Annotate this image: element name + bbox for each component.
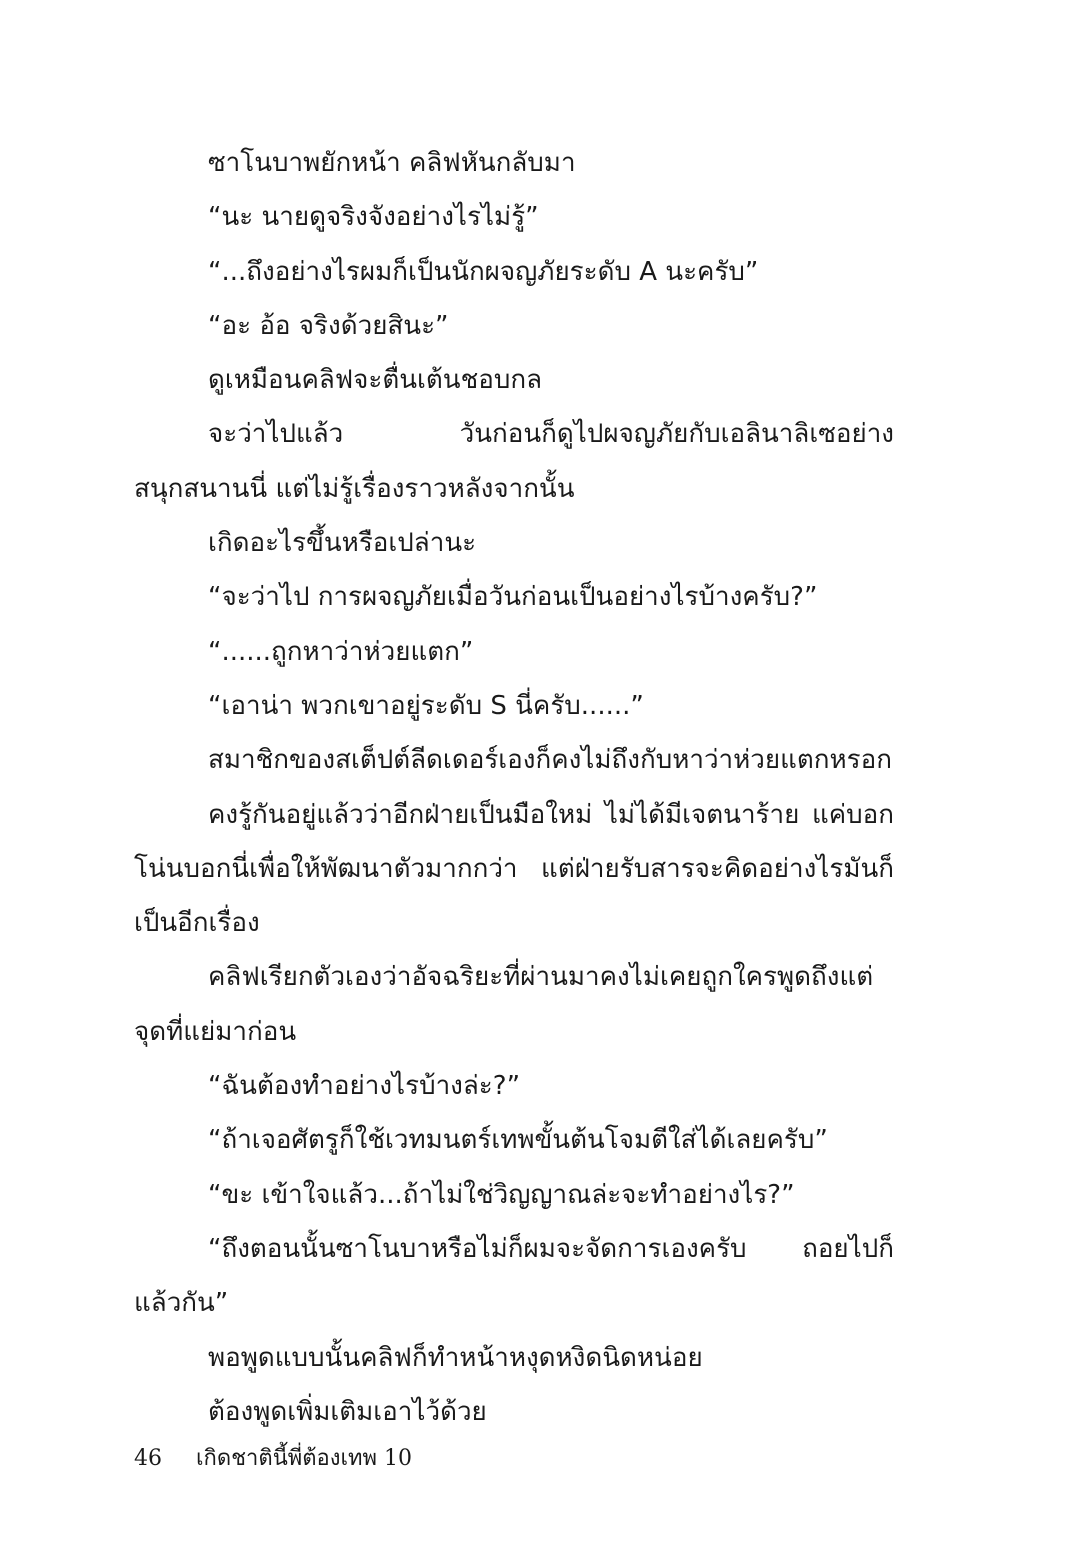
book-title: เกิดชาตินี้พี่ต้องเทพ 10 [196, 1446, 412, 1471]
paragraph: “จะว่าไป การผจญภัยเมื่อวันก่อนเป็นอย่างไรบ้างครับ?” [208, 582, 818, 613]
paragraph: “......ถูกหาว่าห่วยแตก” [208, 636, 474, 667]
paragraph: “นะ นายดูจริงจังอย่างไรไม่รู้” [208, 202, 539, 233]
paragraph: “...ถึงอย่างไรผมก็เป็นนักผจญภัยระดับ A นะครับ” [208, 256, 759, 287]
paragraph: ต้องพูดเพิ่มเติมเอาไว้ด้วย [208, 1396, 487, 1427]
paragraph: ดูเหมือนคลิฟจะตื่นเต้นชอบกล [208, 365, 543, 396]
paragraph: เกิดอะไรขึ้นหรือเปล่านะ [208, 528, 477, 559]
paragraph: “ถ้าเจอศัตรูก็ใช้เวทมนตร์เทพขั้นต้นโจมตีใส่ได้เลยครับ” [208, 1125, 828, 1156]
paragraph: จะว่าไปแล้ว วันก่อนก็ดูไปผจญภัยกับเอลินาลิเซอย่างสนุกสนานนี่ แต่ไม่รู้เรื่องราวหลังจากนั้น [134, 419, 894, 504]
paragraph: “ขะ เข้าใจแล้ว...ถ้าไม่ใช่วิญญาณล่ะจะทำอย่างไร?” [208, 1179, 795, 1210]
page-number: 46 [134, 1446, 162, 1471]
paragraph: ซาโนบาพยักหน้า คลิฟหันกลับมา [208, 148, 576, 178]
paragraph: พอพูดแบบนั้นคลิฟก็ทำหน้าหงุดหงิดนิดหน่อย [208, 1342, 703, 1373]
paragraph: “ฉันต้องทำอย่างไรบ้างล่ะ?” [208, 1071, 521, 1102]
paragraph: “อะ อ้อ จริงด้วยสินะ” [208, 310, 449, 341]
paragraph: คลิฟเรียกตัวเองว่าอัจฉริยะที่ผ่านมาคงไม่เคยถูกใครพูดถึงแต่จุดที่แย่มาก่อน [134, 962, 874, 1047]
page-footer [134, 1444, 412, 1474]
paragraph: “ถึงตอนนั้นซาโนบาหรือไม่ก็ผมจะจัดการเองครับ ถอยไปก็แล้วกัน” [134, 1233, 894, 1319]
page-body [134, 136, 894, 1439]
paragraph: คงรู้กันอยู่แล้วว่าอีกฝ่ายเป็นมือใหม่ ไม่ได้มีเจตนาร้าย แค่บอกโน่นบอกนี่เพื่อให้พัฒนาตัวมากกว่า แต่ฝ่ายรับสารจะคิดอย่างไรมันก็เป็นอีกเรื่อง [134, 799, 894, 939]
paragraph: สมาชิกของสเต็ปต์ลีดเดอร์เองก็คงไม่ถึงกับหาว่าห่วยแตกหรอก [208, 745, 892, 776]
paragraph: “เอาน่า พวกเขาอยู่ระดับ S นี่ครับ......” [208, 690, 644, 721]
